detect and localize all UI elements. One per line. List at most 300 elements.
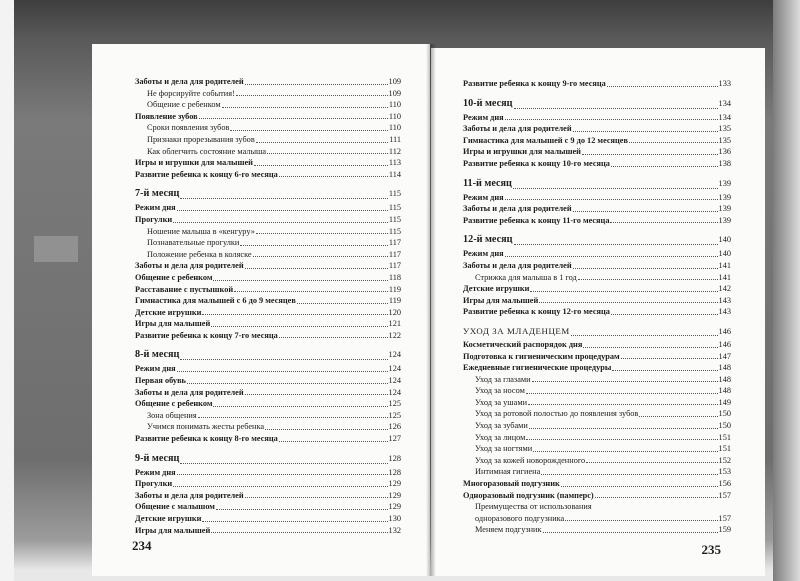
toc-entry-page: 115 bbox=[388, 203, 401, 213]
toc-entry bbox=[135, 76, 401, 88]
toc-leader-dots bbox=[611, 165, 718, 167]
toc-leader-dots bbox=[180, 197, 387, 199]
toc-entry-page: 129 bbox=[388, 502, 401, 512]
toc-entry bbox=[135, 513, 401, 525]
toc-leader-dots bbox=[240, 244, 388, 246]
toc-entry-title: Режим дня bbox=[135, 467, 176, 477]
toc-leader-dots bbox=[571, 334, 718, 336]
toc-entry bbox=[135, 272, 401, 284]
toc-leader-dots bbox=[177, 209, 388, 211]
toc-entry-page: 134 bbox=[718, 112, 731, 122]
toc-leader-dots bbox=[505, 198, 718, 200]
toc-leader-dots bbox=[595, 496, 718, 498]
toc-entry bbox=[463, 215, 731, 227]
toc-entry bbox=[135, 398, 401, 410]
toc-entry-page: 141 bbox=[718, 260, 731, 270]
toc-leader-dots bbox=[222, 106, 388, 108]
toc-entry-title: Игры и игрушки для малышей bbox=[135, 158, 253, 168]
toc-entry bbox=[135, 478, 401, 490]
toc-entry-page: 117 bbox=[388, 238, 401, 248]
toc-entry-page: 128 bbox=[388, 453, 401, 463]
toc-entry-page: 115 bbox=[388, 214, 401, 224]
toc-leader-dots bbox=[541, 473, 717, 475]
toc-entry bbox=[463, 420, 731, 432]
toc-entry-page: 130 bbox=[388, 514, 401, 523]
toc-leader-dots bbox=[234, 290, 388, 292]
toc-leader-dots bbox=[198, 416, 388, 418]
toc-entry bbox=[463, 295, 731, 307]
toc-entry bbox=[463, 123, 731, 135]
toc-leader-dots bbox=[514, 243, 718, 245]
toc-entry-title: Прогулки bbox=[135, 479, 173, 489]
toc-entry bbox=[135, 237, 401, 249]
toc-section-heading bbox=[135, 185, 401, 202]
toc-entry-page: 124 bbox=[388, 387, 401, 397]
scan-left-strip bbox=[0, 0, 14, 581]
toc-leader-dots bbox=[505, 255, 718, 257]
toc-entry-page: 110 bbox=[388, 111, 401, 121]
toc-entry bbox=[135, 226, 401, 238]
toc-entry bbox=[463, 466, 731, 478]
toc-leader-dots bbox=[526, 392, 718, 394]
toc-entry bbox=[135, 88, 401, 100]
toc-entry bbox=[463, 501, 731, 513]
toc-leader-dots bbox=[265, 428, 387, 430]
toc-entry-title: Детские игрушки bbox=[135, 307, 202, 317]
toc-entry bbox=[135, 318, 401, 330]
toc-entry-title: Интимная гигиена bbox=[475, 467, 541, 477]
toc-entry bbox=[135, 307, 401, 319]
page-number-right: 235 bbox=[701, 542, 721, 557]
toc-entry-page: 157 bbox=[718, 513, 731, 523]
toc-entry-page: 142 bbox=[718, 284, 731, 294]
left-page bbox=[92, 44, 430, 576]
toc-leader-dots bbox=[505, 118, 718, 120]
toc-leader-dots bbox=[526, 438, 717, 440]
toc-leader-dots bbox=[607, 85, 718, 87]
toc-entry-page: 148 bbox=[718, 363, 731, 373]
toc-entry bbox=[463, 385, 731, 397]
toc-leader-dots bbox=[245, 83, 388, 85]
toc-entry-title: Гимнастика для малышей с 9 до 12 месяцев bbox=[463, 135, 628, 145]
toc-leader-dots bbox=[279, 440, 388, 442]
toc-entry bbox=[463, 374, 731, 386]
toc-entry-page: 126 bbox=[388, 422, 401, 432]
toc-entry-title: Ношение малыша в «кенгуру» bbox=[147, 226, 255, 236]
toc-entry bbox=[135, 284, 401, 296]
toc-entry bbox=[135, 111, 401, 123]
toc-leader-dots bbox=[187, 382, 388, 384]
toc-entry bbox=[463, 455, 731, 467]
toc-entry-page: 125 bbox=[388, 399, 401, 409]
toc-entry bbox=[135, 249, 401, 261]
toc-leader-dots bbox=[173, 485, 387, 487]
toc-entry bbox=[135, 202, 401, 214]
scan-right-edge bbox=[773, 0, 800, 581]
toc-leader-dots bbox=[267, 152, 388, 154]
toc-leader-dots bbox=[245, 267, 388, 269]
toc-entry bbox=[135, 99, 401, 111]
toc-part-heading bbox=[463, 324, 731, 339]
toc-entry-title: Режим дня bbox=[463, 192, 504, 202]
toc-entry-page: 115 bbox=[388, 189, 401, 199]
toc-entry-title: Игры для малышей bbox=[463, 295, 539, 305]
toc-section-heading bbox=[135, 346, 401, 363]
toc-entry-page: 151 bbox=[718, 432, 731, 442]
toc-entry-page: 139 bbox=[718, 192, 731, 202]
toc-entry-page: 125 bbox=[388, 410, 401, 420]
scan-smudge bbox=[34, 236, 78, 262]
toc-entry-page: 132 bbox=[388, 525, 401, 535]
toc-entry-title: одноразового подгузника bbox=[475, 513, 565, 523]
toc-entry bbox=[135, 169, 401, 181]
toc-entry-title: Меняем подгузник bbox=[475, 525, 542, 535]
toc-entry-title: Заботы и дела для родителей bbox=[135, 261, 244, 271]
toc-entry-page: 159 bbox=[718, 525, 731, 535]
toc-entry-page: 119 bbox=[388, 284, 401, 294]
toc-leader-dots bbox=[245, 393, 388, 395]
toc-entry-page: 129 bbox=[388, 490, 401, 500]
toc-entry bbox=[463, 339, 731, 351]
toc-entry-title: Развитие ребенка к концу 10-го месяца bbox=[463, 158, 610, 168]
toc-entry-page: 146 bbox=[718, 326, 731, 336]
toc-entry-title: Заботы и дела для родителей bbox=[135, 77, 244, 86]
toc-entry bbox=[135, 122, 401, 134]
toc-entry-title: Расставание с пустышкой bbox=[135, 284, 234, 294]
table-of-contents-right bbox=[463, 78, 731, 536]
toc-entry-title: Не форсируйте события! bbox=[147, 88, 235, 98]
toc-entry-page: 139 bbox=[718, 204, 731, 214]
toc-entry-title: 7-й месяц bbox=[135, 188, 180, 200]
toc-entry bbox=[135, 387, 401, 399]
toc-entry-title: Игры и игрушки для малышей bbox=[463, 147, 581, 157]
toc-leader-dots bbox=[573, 130, 718, 132]
toc-entry-title: Подготовка к гигиеническим процедурам bbox=[463, 351, 620, 361]
toc-leader-dots bbox=[582, 153, 718, 155]
toc-leader-dots bbox=[533, 450, 717, 452]
toc-entry-page: 118 bbox=[388, 272, 401, 282]
toc-entry-page: 156 bbox=[718, 479, 731, 489]
toc-entry-title: Игры для малышей bbox=[135, 319, 211, 329]
toc-entry-title: 12-й месяц bbox=[463, 234, 513, 246]
toc-entry bbox=[463, 408, 731, 420]
toc-leader-dots bbox=[279, 336, 388, 338]
toc-leader-dots bbox=[256, 232, 388, 234]
toc-leader-dots bbox=[514, 107, 718, 109]
toc-leader-dots bbox=[629, 141, 718, 143]
toc-entry-page: 140 bbox=[718, 249, 731, 259]
toc-section-heading bbox=[463, 95, 731, 112]
toc-entry-page: 151 bbox=[718, 444, 731, 454]
toc-entry-page: 124 bbox=[388, 350, 401, 360]
toc-entry bbox=[463, 112, 731, 124]
toc-entry-title: Познавательные прогулки bbox=[147, 238, 240, 248]
toc-entry-title: Развитие ребенка к концу 7-го месяца bbox=[135, 330, 278, 340]
toc-leader-dots bbox=[213, 279, 387, 281]
toc-leader-dots bbox=[180, 462, 387, 464]
toc-leader-dots bbox=[211, 531, 387, 533]
toc-entry-page: 111 bbox=[389, 134, 401, 144]
toc-leader-dots bbox=[254, 164, 388, 166]
toc-leader-dots bbox=[539, 301, 717, 303]
toc-entry-page: 135 bbox=[718, 124, 731, 134]
toc-entry-page: 122 bbox=[388, 330, 401, 340]
toc-entry bbox=[463, 283, 731, 295]
toc-entry-title: Заботы и дела для родителей bbox=[463, 124, 572, 134]
toc-entry-title: Детские игрушки bbox=[135, 514, 202, 523]
toc-entry bbox=[463, 362, 731, 374]
toc-entry-title: Общение с малышом bbox=[135, 502, 215, 512]
toc-leader-dots bbox=[573, 210, 718, 212]
toc-entry-title: Уход за ушами bbox=[475, 397, 528, 407]
toc-leader-dots bbox=[173, 221, 388, 223]
toc-leader-dots bbox=[297, 302, 388, 304]
toc-entry-title: Первая обувь bbox=[135, 376, 186, 386]
toc-entry-page: 124 bbox=[388, 364, 401, 374]
toc-leader-dots bbox=[202, 313, 387, 315]
toc-leader-dots bbox=[583, 346, 717, 348]
toc-entry-page: 157 bbox=[718, 490, 731, 500]
toc-entry bbox=[135, 134, 401, 146]
toc-entry-page: 135 bbox=[718, 135, 731, 145]
toc-entry-page: 152 bbox=[718, 455, 731, 465]
toc-entry-title: Признаки прорезывания зубов bbox=[147, 134, 255, 144]
toc-entry-title: Развитие ребенка к концу 11-го месяца bbox=[463, 215, 610, 225]
toc-entry bbox=[135, 146, 401, 158]
toc-entry-page: 110 bbox=[388, 100, 401, 110]
toc-entry-page: 136 bbox=[718, 147, 731, 157]
toc-entry-page: 148 bbox=[718, 374, 731, 384]
toc-entry-page: 110 bbox=[388, 123, 401, 133]
toc-entry bbox=[135, 490, 401, 502]
toc-leader-dots bbox=[230, 129, 387, 131]
toc-entry bbox=[463, 248, 731, 260]
toc-entry-title: Учимся понимать жесты ребенка bbox=[147, 422, 265, 432]
toc-entry-title: Уход за лицом bbox=[475, 432, 526, 442]
toc-entry-page: 121 bbox=[388, 319, 401, 329]
toc-entry-title: Развитие ребенка к концу 6-го месяца bbox=[135, 169, 278, 179]
toc-entry bbox=[135, 295, 401, 307]
toc-entry-page: 115 bbox=[388, 226, 401, 236]
toc-leader-dots bbox=[612, 369, 717, 371]
toc-entry bbox=[463, 443, 731, 455]
toc-leader-dots bbox=[199, 117, 388, 119]
toc-entry bbox=[135, 421, 401, 433]
toc-entry-page: 119 bbox=[388, 296, 401, 306]
toc-leader-dots bbox=[245, 496, 388, 498]
toc-entry bbox=[135, 330, 401, 342]
toc-entry-title: 10-й месяц bbox=[463, 97, 513, 109]
toc-entry-title: Заботы и дела для родителей bbox=[135, 387, 244, 397]
toc-entry-title: Развитие ребенка к концу 9-го месяца bbox=[463, 79, 606, 88]
toc-entry-page: 153 bbox=[718, 467, 731, 477]
toc-leader-dots bbox=[610, 221, 717, 223]
toc-leader-dots bbox=[586, 461, 717, 463]
toc-entry-title: Общение с ребенком bbox=[135, 399, 213, 409]
toc-entry-title: Режим дня bbox=[463, 249, 504, 259]
page-number-left: 234 bbox=[132, 538, 152, 553]
toc-entry-title: Уход за глазами bbox=[475, 374, 531, 384]
toc-entry bbox=[463, 524, 731, 536]
toc-leader-dots bbox=[513, 187, 718, 189]
toc-section-heading bbox=[463, 175, 731, 192]
toc-entry bbox=[135, 467, 401, 479]
toc-entry-title: Прогулки bbox=[135, 214, 173, 224]
toc-entry-title: УХОД ЗА МЛАДЕНЦЕМ bbox=[463, 325, 570, 336]
toc-leader-dots bbox=[253, 255, 388, 257]
toc-entry-title: Общение с ребенком bbox=[147, 100, 221, 110]
toc-entry-title: Зона общения bbox=[147, 410, 197, 420]
toc-entry bbox=[463, 203, 731, 215]
toc-entry-page: 138 bbox=[718, 158, 731, 168]
toc-entry-title: Режим дня bbox=[463, 112, 504, 122]
toc-entry-title: Уход за ротовой полостью до появления зубов bbox=[475, 409, 639, 419]
toc-entry bbox=[463, 78, 731, 90]
toc-leader-dots bbox=[177, 473, 388, 475]
toc-entry-title: Стрижка для малыша в 1 год bbox=[475, 272, 577, 282]
toc-section-heading bbox=[463, 231, 731, 248]
table-of-contents-left bbox=[135, 76, 401, 536]
right-page bbox=[431, 48, 765, 576]
toc-entry bbox=[135, 260, 401, 272]
toc-entry bbox=[463, 397, 731, 409]
toc-entry bbox=[463, 432, 731, 444]
toc-entry-title: Уход за зубами bbox=[475, 421, 528, 431]
toc-entry bbox=[463, 478, 731, 490]
toc-entry bbox=[463, 351, 731, 363]
toc-entry-title: Уход за кожей новорожденного bbox=[475, 455, 586, 465]
toc-entry-title: Режим дня bbox=[135, 203, 176, 213]
toc-leader-dots bbox=[279, 175, 388, 177]
toc-entry-page: 147 bbox=[718, 351, 731, 361]
toc-leader-dots bbox=[573, 267, 718, 269]
toc-leader-dots bbox=[211, 325, 387, 327]
toc-entry bbox=[135, 214, 401, 226]
toc-entry-page: 141 bbox=[718, 272, 731, 282]
toc-entry bbox=[135, 501, 401, 513]
toc-leader-dots bbox=[177, 370, 388, 372]
toc-entry-page: 148 bbox=[718, 386, 731, 396]
toc-entry-title: Развитие ребенка к концу 12-го месяца bbox=[463, 307, 610, 317]
toc-entry-page: 120 bbox=[388, 307, 401, 317]
toc-leader-dots bbox=[530, 290, 717, 292]
toc-entry-title: Уход за ногтями bbox=[475, 444, 533, 454]
toc-entry bbox=[463, 260, 731, 272]
toc-entry-title: Положение ребенка в коляске bbox=[147, 249, 252, 259]
toc-leader-dots bbox=[543, 531, 718, 533]
toc-leader-dots bbox=[202, 520, 387, 522]
toc-entry-page: 143 bbox=[718, 295, 731, 305]
toc-entry-title: 11-й месяц bbox=[463, 177, 512, 189]
book-gutter bbox=[426, 44, 436, 576]
toc-entry-page: 124 bbox=[388, 376, 401, 386]
toc-entry bbox=[463, 158, 731, 170]
toc-entry-title: Заботы и дела для родителей bbox=[135, 490, 244, 500]
toc-entry-page: 149 bbox=[718, 397, 731, 407]
toc-entry-title: Детские игрушки bbox=[463, 284, 530, 294]
toc-entry-page: 112 bbox=[388, 146, 401, 156]
toc-entry-page: 127 bbox=[388, 434, 401, 444]
toc-entry-page: 146 bbox=[718, 339, 731, 349]
toc-leader-dots bbox=[529, 427, 718, 429]
toc-entry bbox=[463, 192, 731, 204]
toc-entry-page: 143 bbox=[718, 307, 731, 317]
toc-leader-dots bbox=[561, 485, 718, 487]
toc-entry bbox=[135, 157, 401, 169]
toc-entry-page: 133 bbox=[718, 79, 731, 88]
toc-entry-page: 128 bbox=[388, 467, 401, 477]
toc-entry-page: 109 bbox=[388, 88, 401, 98]
toc-entry-page: 117 bbox=[388, 261, 401, 271]
toc-leader-dots bbox=[639, 415, 717, 417]
toc-leader-dots bbox=[213, 405, 387, 407]
toc-leader-dots bbox=[611, 313, 718, 315]
toc-leader-dots bbox=[528, 403, 718, 405]
toc-section-heading bbox=[135, 450, 401, 467]
toc-entry-page: 134 bbox=[718, 98, 731, 108]
toc-entry-page: 113 bbox=[388, 158, 401, 168]
toc-leader-dots bbox=[621, 357, 718, 359]
toc-entry-title: Как облегчить состояние малыша bbox=[147, 146, 267, 156]
toc-entry-title: Преимущества от использования bbox=[475, 502, 592, 512]
toc-entry-title: Развитие ребенка к концу 8-го месяца bbox=[135, 434, 278, 444]
toc-entry bbox=[463, 490, 731, 502]
toc-leader-dots bbox=[236, 94, 388, 96]
toc-entry bbox=[135, 410, 401, 422]
toc-entry bbox=[135, 375, 401, 387]
toc-entry-title: Одноразовый подгузник (памперс) bbox=[463, 490, 594, 500]
toc-entry bbox=[135, 525, 401, 537]
toc-entry-page: 139 bbox=[718, 178, 731, 188]
toc-entry bbox=[463, 272, 731, 284]
toc-leader-dots bbox=[578, 278, 718, 280]
toc-entry-title: Заботы и дела для родителей bbox=[463, 260, 572, 270]
toc-entry-title: Игры для малышей bbox=[135, 525, 211, 535]
toc-entry-title: Появление зубов bbox=[135, 111, 198, 121]
toc-leader-dots bbox=[532, 380, 718, 382]
toc-entry bbox=[463, 135, 731, 147]
toc-entry-page: 109 bbox=[388, 77, 401, 86]
toc-entry-title: Гимнастика для малышей с 6 до 9 месяцев bbox=[135, 296, 296, 306]
toc-leader-dots bbox=[256, 141, 388, 143]
toc-entry-title: Заботы и дела для родителей bbox=[463, 204, 572, 214]
toc-entry bbox=[135, 433, 401, 445]
toc-entry-title: 9-й месяц bbox=[135, 452, 180, 464]
toc-leader-dots bbox=[565, 519, 717, 521]
toc-leader-dots bbox=[180, 358, 387, 360]
toc-entry-title: Многоразовый подгузник bbox=[463, 479, 560, 489]
toc-entry-page: 140 bbox=[718, 235, 731, 245]
toc-entry-page: 114 bbox=[388, 169, 401, 179]
toc-leader-dots bbox=[216, 508, 388, 510]
toc-entry-page: 150 bbox=[718, 421, 731, 431]
toc-entry-page: 150 bbox=[718, 409, 731, 419]
toc-entry-title: Уход за носом bbox=[475, 386, 525, 396]
toc-entry-title: 8-й месяц bbox=[135, 349, 180, 361]
toc-entry-page: 117 bbox=[388, 249, 401, 259]
toc-entry bbox=[135, 363, 401, 375]
toc-entry bbox=[463, 513, 731, 525]
toc-entry bbox=[463, 306, 731, 318]
toc-entry-page: 129 bbox=[388, 479, 401, 489]
toc-entry-title: Режим дня bbox=[135, 364, 176, 374]
toc-entry-title: Косметический распорядок дня bbox=[463, 339, 583, 349]
toc-entry-title: Сроки появления зубов bbox=[147, 123, 230, 133]
toc-entry-title: Общение с ребенком bbox=[135, 272, 213, 282]
toc-entry bbox=[463, 146, 731, 158]
toc-entry-page: 139 bbox=[718, 215, 731, 225]
toc-entry-title: Ежедневные гигиенические процедуры bbox=[463, 363, 612, 373]
